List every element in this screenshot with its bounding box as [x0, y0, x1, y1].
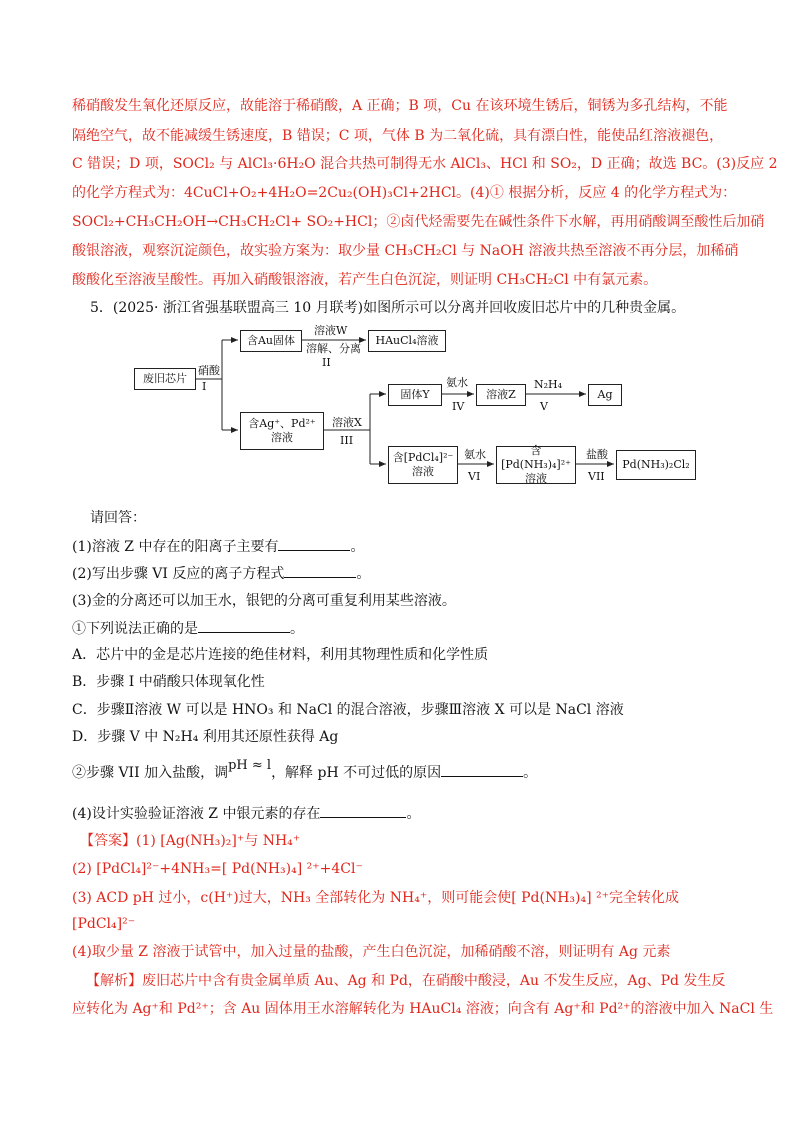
- au-solid-box: 含Au固体: [240, 330, 302, 352]
- step6-label: VI: [468, 470, 481, 483]
- haucl4-box: HAuCl₄溶液: [368, 330, 446, 352]
- analysis-line-7: 酸酸化至溶液呈酸性。再加入硝酸银溶液，若产生白色沉淀，则证明 CH₃CH₂Cl 中有氯元素。: [72, 272, 658, 288]
- step5-label: V: [540, 400, 548, 413]
- analysis-line-6: 酸银溶液，观察沉淀颜色，故实验方案为：取少量 CH₃CH₂Cl 与 NaOH 溶液共热至溶液不再分层，加稀硝: [72, 243, 739, 259]
- question-3: (3)金的分离还可以加王水，银钯的分离可重复利用某些溶液。: [72, 593, 456, 609]
- hcl-label: 盐酸: [586, 448, 608, 461]
- question-3-1-period: 。: [290, 621, 304, 637]
- analysis-paragraph-line-1: 【解析】废旧芯片中含有贵金属单质 Au、Ag 和 Pd，在硝酸中酸浸，Au 不发生反应，Ag、Pd 发生反: [86, 973, 726, 989]
- question-1-text: (1)溶液 Z 中存在的阳离子主要有: [72, 539, 279, 555]
- answer-2: (2) [PdCl₄]²⁻+4NH₃=[ Pd(NH₃)₄] ²⁺+4Cl⁻: [72, 861, 363, 877]
- answer-4: (4)取少量 Z 溶液于试管中，加入过量的盐酸，产生白色沉淀，加稀硝酸不溶，则证明有 Ag 元素: [72, 944, 671, 960]
- question-1: [72, 536, 364, 557]
- n2h4-label: N₂H₄: [534, 378, 563, 391]
- pdcl4-line2: 溶液: [412, 465, 434, 478]
- ammonia1-label: 氨水: [446, 376, 468, 389]
- analysis-line-2: 隔绝空气，故不能减缓生锈速度，B 错误；C 项，气体 B 为二氧化硫，具有漂白性，能使品红溶液褪色，: [72, 128, 724, 144]
- option-b: B．步骤 I 中硝酸只体现氧化性: [72, 674, 265, 690]
- question-3-2-text-a: ②步骤 VII 加入盐酸，调: [72, 765, 229, 781]
- agpd-line2: 溶液: [271, 431, 293, 444]
- step3-label: III: [340, 434, 354, 447]
- option-d: D．步骤 V 中 N₂H₄ 利用其还原性获得 Ag: [72, 729, 339, 745]
- agpd-solution-box: [240, 412, 324, 450]
- question-2: [72, 563, 370, 584]
- question-2-text: (2)写出步骤 VI 反应的离子方程式: [72, 566, 285, 582]
- analysis-line-1: 稀硝酸发生氧化还原反应，故能溶于稀硝酸，A 正确；B 项，Cu 在该环境生锈后，铜锈为多孔结构，不能: [72, 98, 728, 114]
- pdnh3-line2: 溶液: [525, 472, 547, 485]
- analysis-paragraph-line-2: 应转化为 Ag⁺和 Pd²⁺；含 Au 固体用王水溶解转化为 HAuCl₄ 溶液；向含有 Ag⁺和 Pd²⁺的溶液中加入 NaCl 生: [72, 1001, 774, 1017]
- solid-y-box: 固体Y: [388, 384, 442, 406]
- question-2-period: 。: [356, 566, 371, 582]
- question-4-period: 。: [406, 806, 421, 822]
- pdcl4-solution-box: [388, 446, 458, 484]
- ph-formula: pH ≈ l: [228, 758, 272, 773]
- pdcl4-line1: 含[PdCl₄]²⁻: [392, 451, 454, 464]
- answer-3: (3) ACD pH 过小，c(H⁺)过大，NH₃ 全部转化为 NH₄⁺，则可能会使[ Pd(NH₃)₄] ²⁺完全转化成: [72, 890, 680, 906]
- question-3-1-text: ①下列说法正确的是: [72, 621, 198, 637]
- ammonia2-label: 氨水: [464, 448, 486, 461]
- analysis-line-3: C 错误；D 项，SOCl₂ 与 AlCl₃·6H₂O 混合共热可制得无水 AlCl₃、HCl 和 SO₂，D 正确；故选 BC。(3)反应 2: [72, 156, 778, 172]
- hno3-label: 硝酸: [198, 364, 220, 377]
- pdnh3-solution-box: [496, 446, 576, 484]
- answer-3-continued: [PdCl₄]²⁻: [72, 916, 136, 932]
- solution-z-box: 溶液Z: [476, 384, 526, 406]
- analysis-line-4: 的化学方程式为：4CuCl+O₂+4H₂O=2Cu₂(OH)₃Cl+2HCl。(4)① 根据分析，反应 4 的化学方程式为：: [72, 185, 737, 201]
- step1-label: I: [202, 380, 207, 393]
- process-flowchart: [130, 322, 710, 492]
- question-1-period: 。: [350, 539, 365, 555]
- product-box: Pd(NH₃)₂Cl₂: [616, 450, 696, 480]
- question-4-text: (4)设计实验验证溶液 Z 中银元素的存在: [72, 806, 321, 822]
- question-3-2: [72, 758, 538, 784]
- question-stem: 5．(2025· 浙江省强基联盟高三 10 月联考)如图所示可以分离并回收废旧芯片中的几种贵金属。: [90, 300, 686, 316]
- chip-box: 废旧芯片: [134, 368, 196, 390]
- question-3-2-period: 。: [523, 765, 538, 781]
- answer-blank-4[interactable]: [441, 762, 523, 777]
- agpd-line1: 含Ag⁺、Pd²⁺: [248, 417, 316, 430]
- pdnh3-line1: 含[Pd(NH₃)₄]²⁺: [501, 444, 571, 471]
- option-c: C．步骤Ⅱ溶液 W 可以是 HNO₃ 和 NaCl 的混合溶液，步骤Ⅲ溶液 X 可以是 NaCl 溶液: [72, 702, 624, 718]
- answer-blank-2[interactable]: [284, 563, 356, 578]
- option-a: A．芯片中的金是芯片连接的绝佳材料，利用其物理性质和化学性质: [72, 647, 489, 663]
- analysis-line-5: SOCl₂+CH₃CH₂OH→CH₃CH₂Cl+ SO₂+HCl；②卤代烃需要先在碱性条件下水解，再用硝酸调至酸性后加硝: [72, 214, 765, 230]
- answer-blank-3[interactable]: [198, 618, 290, 633]
- question-3-1: [72, 618, 304, 639]
- step7-label: VII: [588, 470, 605, 483]
- answer-blank-5[interactable]: [320, 803, 406, 818]
- ag-box: Ag: [588, 384, 622, 406]
- answer-blank-1[interactable]: [278, 536, 350, 551]
- dissolve-label: 溶解、分离: [306, 342, 361, 355]
- solution-x-label: 溶液X: [332, 416, 362, 429]
- prompt: 请回答：: [90, 510, 146, 526]
- question-3-2-text-b: ，解释 pH 不可过低的原因: [271, 765, 442, 781]
- question-4: [72, 803, 420, 824]
- step2-label: II: [322, 356, 331, 369]
- answer-1: 【答案】(1) [Ag(NH₃)₂]⁺与 NH₄⁺: [80, 833, 301, 849]
- step4-label: IV: [452, 400, 465, 413]
- solution-w-label: 溶液W: [314, 324, 348, 337]
